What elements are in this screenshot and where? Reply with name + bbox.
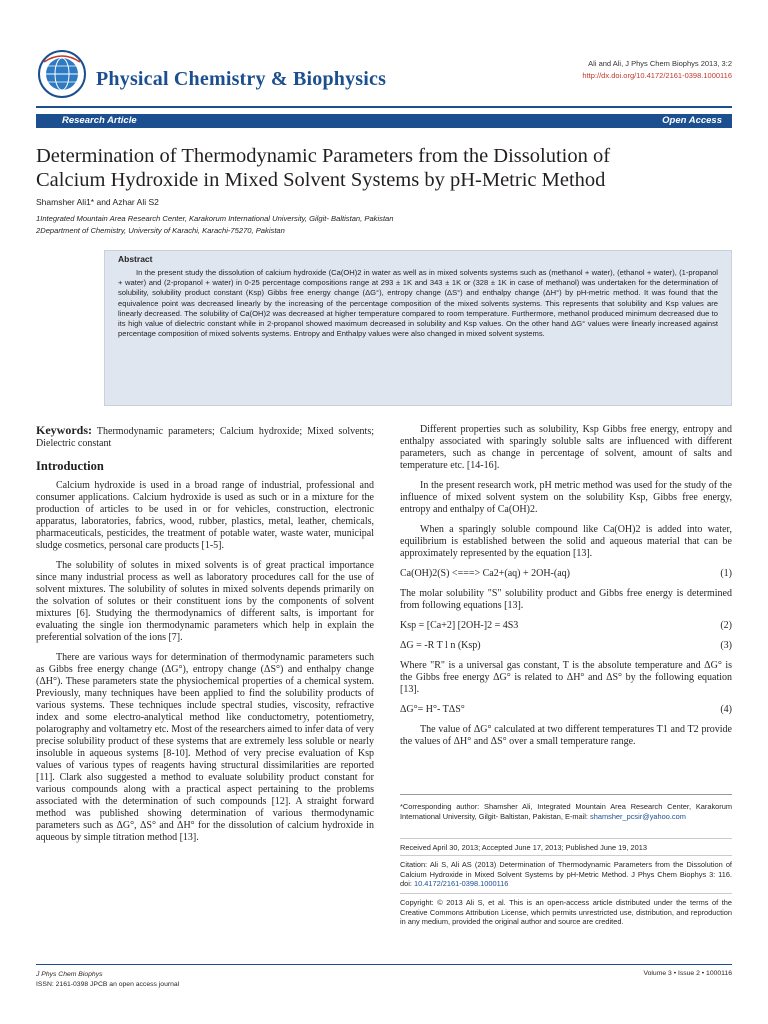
intro-paragraph-2: The solubility of solutes in mixed solvents is of great practical importance since many industrial process as well as laboratory procedures call for the use of solvent mixtures. The solubility of solutes in mixed solvents depends primarily on the solvation of solutes or their constituent ions by the components of solvent mixtures [6]. Studying the thermodynamics of different salts, is important for evaluating the single ion thermodynamic parameters which help in explain the preferential solvation of the ions [7].: [36, 560, 374, 643]
equation-3-number: (3): [720, 640, 732, 651]
equation-3-body: ΔG = -R T l n (Ksp): [400, 640, 481, 651]
affiliation-1: 1Integrated Mountain Area Research Center, Karakorum International University, Gilgit- Baltistan, Pakistan: [36, 214, 394, 223]
equation-1-number: (1): [720, 568, 732, 579]
right-column: [400, 424, 732, 756]
footnote-rule: [400, 794, 732, 795]
citation-note: [400, 860, 732, 889]
paper-title: [36, 144, 736, 192]
received-dates: Received April 30, 2013; Accepted June 17, 2013; Published June 19, 2013: [400, 843, 647, 852]
footer-journal: [36, 970, 179, 990]
citation-text: Citation: Ali S, Ali AS (2013) Determination of Thermodynamic Parameters from the Dissolution of Calcium Hydroxide in Mixed Solvent Systems by pH-Metric Method. J Phys Chem Biophys 3: 116. doi:: [400, 860, 732, 889]
equation-3: [400, 640, 732, 652]
equation-2: [400, 620, 732, 632]
header-rule: [36, 106, 732, 108]
keywords: [36, 424, 374, 450]
corresponding-text: *Corresponding author: Shamsher Ali, Integrated Mountain Area Research Center, Karakorum International University, Gilgit- Baltistan, Pakistan, E-mail:: [400, 802, 732, 821]
doi-link[interactable]: http://dx.doi.org/10.4172/2161-0398.1000116: [582, 71, 732, 80]
right-paragraph-6: The value of ΔG° calculated at two different temperatures T1 and T2 provide the values of ΔH° and ΔS° over a small temperature range.: [400, 724, 732, 747]
footer-issn: ISSN: 2161-0398 JPCB an open access journal: [36, 981, 180, 988]
equation-2-body: Ksp = [Ca+2] [2OH-]2 = 4S3: [400, 620, 519, 631]
intro-heading: Introduction: [36, 459, 104, 473]
open-access-label: Open Access: [662, 115, 722, 126]
email-link[interactable]: shamsher_pcsir@yahoo.com: [590, 811, 686, 821]
corresponding-author: [400, 802, 732, 821]
equation-1: [400, 568, 732, 580]
header-citation: [582, 58, 732, 82]
left-column: [36, 424, 374, 852]
keywords-label: Keywords:: [36, 423, 92, 437]
right-paragraph-4: The molar solubility "S" solubility product and Gibbs free energy is determined from following equations [13].: [400, 588, 732, 611]
keywords-text: Thermodynamic parameters; Calcium hydroxide; Mixed solvents; Dielectric constant: [36, 426, 374, 449]
intro-paragraph-1: Calcium hydroxide is used in a broad range of industrial, professional and consumer applications. Calcium hydroxide is used as such or in a mixture for the production of articles to be used in or for vehicles, construction, electronic apparatus, laboratories, fabrics, wood, rubber, plastics, metal, leather, chemicals, pharmaceuticals, pesticides, the treatment of potable water, waste water, municipal sludge cosmetics, personal care products [1-5].: [36, 480, 374, 551]
footnote-separator: [400, 893, 732, 894]
footer-journal-abbrev: J Phys Chem Biophys: [36, 971, 103, 978]
section-label: Research Article: [62, 115, 137, 126]
equation-4: [400, 704, 732, 716]
right-paragraph-2: In the present research work, pH metric method was used for the study of the influence of mixed solvent system on the solubility Ksp, Gibbs free energy, entropy and enthalpy of Ca(OH)2.: [400, 480, 732, 515]
abstract-heading: Abstract: [118, 254, 153, 264]
authors: Shamsher Ali1* and Azhar Ali S2: [36, 197, 159, 207]
citation-doi-link[interactable]: 10.4172/2161-0398.1000116: [413, 879, 509, 889]
section-bar: [36, 114, 732, 128]
journal-logo-icon: [36, 48, 88, 100]
copyright-note: Copyright: © 2013 Ali S, et al. This is an open-access article distributed under the terms of the Creative Commons Attribution License, which permits unrestricted use, distribution, and reproduction in any medium, provided the original author and source are credited.: [400, 898, 732, 927]
right-paragraph-5: Where "R" is a universal gas constant, T is the absolute temperature and ΔG° is the Gibbs free energy ΔG° is related to ΔH° and ΔS° by the following equation [13].: [400, 660, 732, 695]
abstract-text: In the present study the dissolution of calcium hydroxide (Ca(OH)2 in water as well as in mixed solvents systems such as (methanol + water), (ethanol + water), (1-propanol + water) and (2-propanol + water) in 0-25 percentage compositions range at 293 ± 1K and 343 ± 1K or (328 ± 1K in case of methanol) was undertaken for the determination of solubility, solubility product constant (Ksp) Gibbs free energy change (ΔG°), entropy change (ΔS°) and enthalpy change (ΔH°) by pH-metric method. It was found that the equivalence point was decreased linearly by the increasing of the percentage composition of the mixed solvents systems. This represents that solubility and Ksp values are linearly decreased. The solubility of Ca(OH)2 was decreased at higher temperature compared to room temperature. Furthermore, methanol produced minimum decreased due to its high value of dielectric constant while in 2-propanol showed maximum decreased in solubility and Ksp values. On the other hand ΔG° values were linearly increased against percentage composition of mixed solvents systems. Entropy and Enthalpy values were also changed in mixed solvent systems.: [118, 268, 718, 339]
right-paragraph-3: When a sparingly soluble compound like Ca(OH)2 is added into water, equilibrium is established between the solid and aqueous material that can be approximately represented by the equation [13].: [400, 524, 732, 559]
footer-rule: [36, 964, 732, 965]
journal-title: Physical Chemistry & Biophysics: [96, 68, 387, 90]
equation-4-number: (4): [720, 704, 732, 715]
affiliation-2: 2Department of Chemistry, University of Karachi, Karachi-75270, Pakistan: [36, 226, 285, 235]
equation-1-body: Ca(OH)2(S) <===> Ca2+(aq) + 2OH-(aq): [400, 568, 570, 579]
citation-line: Ali and Ali, J Phys Chem Biophys 2013, 3:2: [588, 59, 732, 68]
intro-paragraph-3: There are various ways for determination of thermodynamic parameters such as Gibbs free energy change (ΔG°), entropy change (ΔS°) and enthalpy change (ΔH°). These parameters state the physiochemical properties of a chemical system. Previously, many techniques have been applied to find the solubility products of various systems. These techniques include spectral studies, viscosity, refractive index and some electro-analytical method like conductometry, potentiometry, polarography and voltametry etc. Most of the researchers aimed to infer data of very precise solubility product of these systems that are extremely less soluble or nearly insoluble in aqueous systems [8-10]. Method of very precise evaluation of Ksp values of various types of reagents having structural dissimilarities are reported [11]. Clark also suggested a method to evaluate solubility product constant for various compounds along with a practical aspect pertaining to the problems associated with the determination of such compounds [12]. A straight forward method was published showing determination of various thermodynamic parameters such as ΔG°, ΔS° and ΔH° for the dissolution of calcium hydroxide in aqueous by simple titration method [13].: [36, 652, 374, 843]
footer-volume: Volume 3 • Issue 2 • 1000116: [643, 970, 732, 977]
title-line-2: Calcium Hydroxide in Mixed Solvent Systems by pH-Metric Method: [36, 169, 606, 191]
title-line-1: Determination of Thermodynamic Parameters from the Dissolution of: [36, 145, 611, 167]
equation-4-body: ΔG°= H°- TΔS°: [400, 704, 465, 715]
footnote-separator: [400, 838, 732, 839]
equation-2-number: (2): [720, 620, 732, 631]
right-paragraph-1: Different properties such as solubility, Ksp Gibbs free energy, entropy and enthalpy associated with sparingly soluble salts are influenced with different parameters, such as change in percentage of solvent, amount of salts and temperature etc. [14-16].: [400, 424, 732, 471]
footnote-separator: [400, 855, 732, 856]
